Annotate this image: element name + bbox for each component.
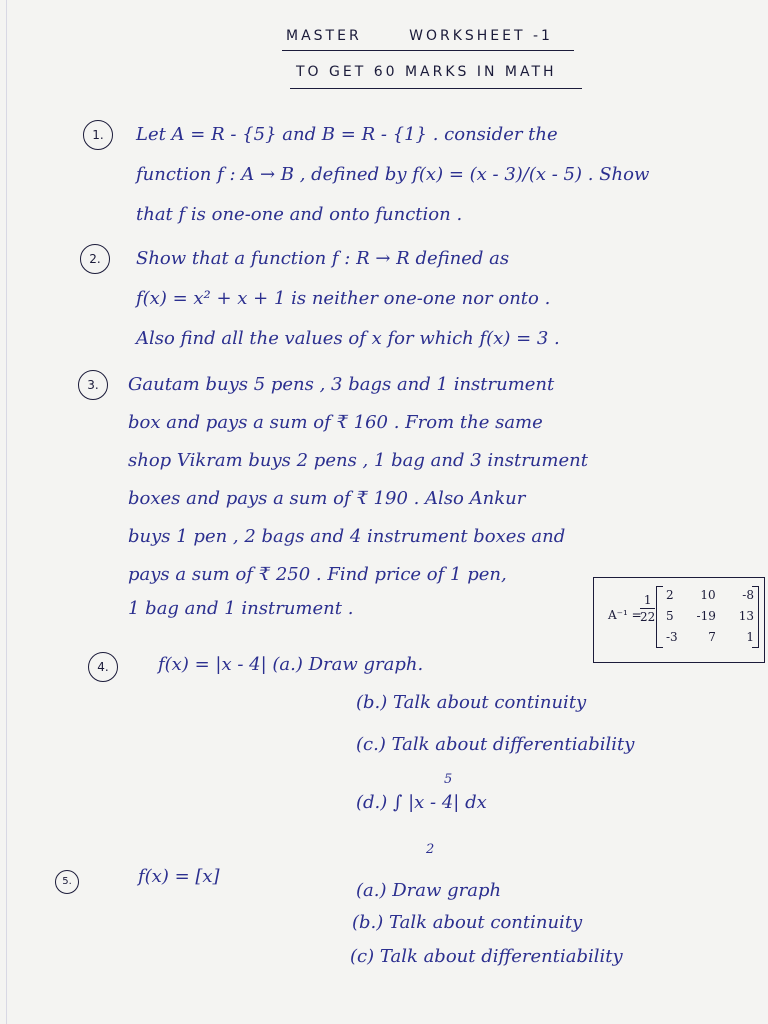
matrix-cell: 10 bbox=[700, 588, 716, 602]
q5-line-3: (b.) Talk about continuity bbox=[352, 912, 583, 933]
fraction-numerator: 1 bbox=[643, 593, 652, 607]
q1-line-3: that f is one-one and onto function . bbox=[136, 204, 463, 225]
title-left: MASTER bbox=[286, 28, 362, 44]
worksheet-subtitle: TO GET 60 MARKS IN MATH bbox=[296, 64, 557, 80]
matrix-lhs: A⁻¹ = bbox=[608, 608, 642, 622]
matrix-row-1 bbox=[666, 588, 754, 602]
q2-line-3: Also find all the values of x for which f(x) = 3 . bbox=[136, 328, 560, 349]
q2-line-1: Show that a function f : R → R defined as bbox=[136, 248, 510, 269]
q4-line-2: (b.) Talk about continuity bbox=[356, 692, 587, 713]
matrix-row-3 bbox=[666, 630, 754, 644]
subtitle-underline bbox=[290, 88, 582, 89]
matrix-left-bracket bbox=[656, 586, 663, 648]
q5-line-2: (a.) Draw graph bbox=[356, 880, 502, 901]
question-number-3: 3. bbox=[78, 370, 108, 400]
matrix-cell: -19 bbox=[696, 609, 716, 623]
question-number-1: 1. bbox=[83, 120, 113, 150]
q4-line-4: (d.) ∫ |x - 4| dx bbox=[356, 792, 487, 813]
matrix-cell: 1 bbox=[746, 630, 754, 644]
q3-line-1: Gautam buys 5 pens , 3 bags and 1 instrument bbox=[128, 374, 555, 395]
question-number-4: 4. bbox=[88, 652, 118, 682]
q1-line-2: function f : A → B , defined by f(x) = (x - 3)/(x - 5) . Show bbox=[136, 164, 650, 185]
matrix-fraction bbox=[640, 592, 655, 625]
matrix-cell: 7 bbox=[708, 630, 716, 644]
q3-line-2: box and pays a sum of ₹ 160 . From the same bbox=[128, 412, 543, 433]
q4-line-3: (c.) Talk about differentiability bbox=[356, 734, 635, 755]
title-right: WORKSHEET -1 bbox=[409, 28, 553, 44]
question-number-5: 5. bbox=[55, 870, 79, 894]
q3-line-6: pays a sum of ₹ 250 . Find price of 1 pen, bbox=[128, 564, 507, 585]
matrix-cell: -3 bbox=[666, 630, 678, 644]
matrix-cell: 5 bbox=[666, 609, 674, 623]
worksheet-title bbox=[286, 28, 553, 44]
q3-line-7: 1 bag and 1 instrument . bbox=[128, 598, 354, 619]
matrix-cell: 13 bbox=[738, 609, 754, 623]
q4-line-1: f(x) = |x - 4| (a.) Draw graph. bbox=[158, 654, 424, 675]
matrix-cell: -8 bbox=[742, 588, 754, 602]
q3-line-5: buys 1 pen , 2 bags and 4 instrument boxes and bbox=[128, 526, 566, 547]
integral-upper-limit: 5 bbox=[444, 772, 453, 787]
q5-line-4: (c) Talk about differentiability bbox=[350, 946, 623, 967]
matrix-cell: 2 bbox=[666, 588, 674, 602]
margin-line bbox=[6, 0, 7, 1024]
q3-line-3: shop Vikram buys 2 pens , 1 bag and 3 instrument bbox=[128, 450, 588, 471]
matrix-row-2 bbox=[666, 609, 754, 623]
q3-line-4: boxes and pays a sum of ₹ 190 . Also Ankur bbox=[128, 488, 526, 509]
fraction-denominator: 22 bbox=[640, 610, 656, 624]
q1-line-1: Let A = R - {5} and B = R - {1} . consider the bbox=[136, 124, 558, 145]
inverse-matrix-box bbox=[593, 577, 765, 663]
integral-lower-limit: 2 bbox=[426, 842, 435, 857]
question-number-2: 2. bbox=[80, 244, 110, 274]
q2-line-2: f(x) = x² + x + 1 is neither one-one nor onto . bbox=[136, 288, 551, 309]
q5-line-1: f(x) = [x] bbox=[138, 866, 220, 887]
title-underline bbox=[282, 50, 574, 51]
